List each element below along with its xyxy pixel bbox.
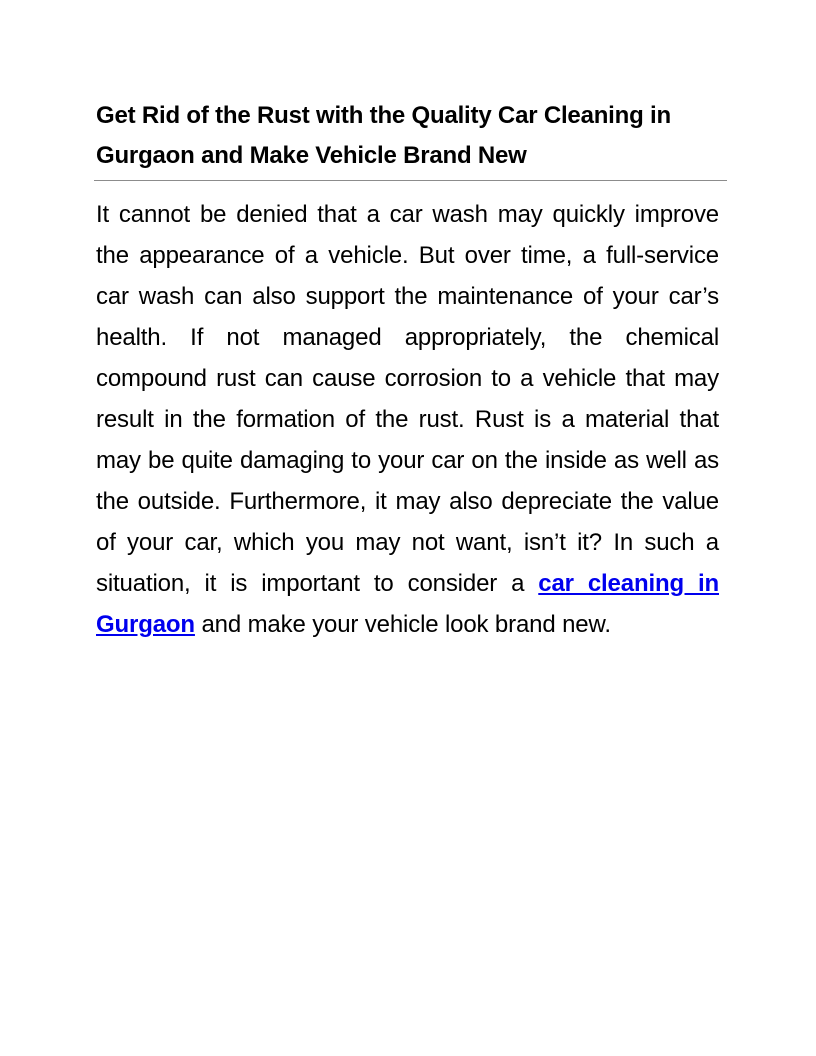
car-cleaning-link[interactable]: car cleaning in Gurgaon: [96, 570, 719, 638]
title-divider: [94, 180, 727, 181]
paragraph-text-after-link: and make your vehicle look brand new.: [194, 611, 611, 638]
page-title: Get Rid of the Rust with the Quality Car Cleaning in Gurgaon and Make Vehicle Brand New: [96, 102, 671, 169]
body-paragraph: [96, 194, 719, 645]
paragraph-text-before-link: It cannot be denied that a car wash may quickly improve the appearance of a vehicle. But over time, a full-service car wash can also support the maintenance of your car’s health. If not managed appropriately, the chemical compound rust can cause corrosion to a vehicle that may result in the formation of the rust. Rust is a material that may be quite damaging to your car on the inside as well as the outside. Furthermore, it may also depreciate the value of your car, which you may not want, isn’t it? In such a situation, it is important to consider a: [96, 201, 719, 597]
